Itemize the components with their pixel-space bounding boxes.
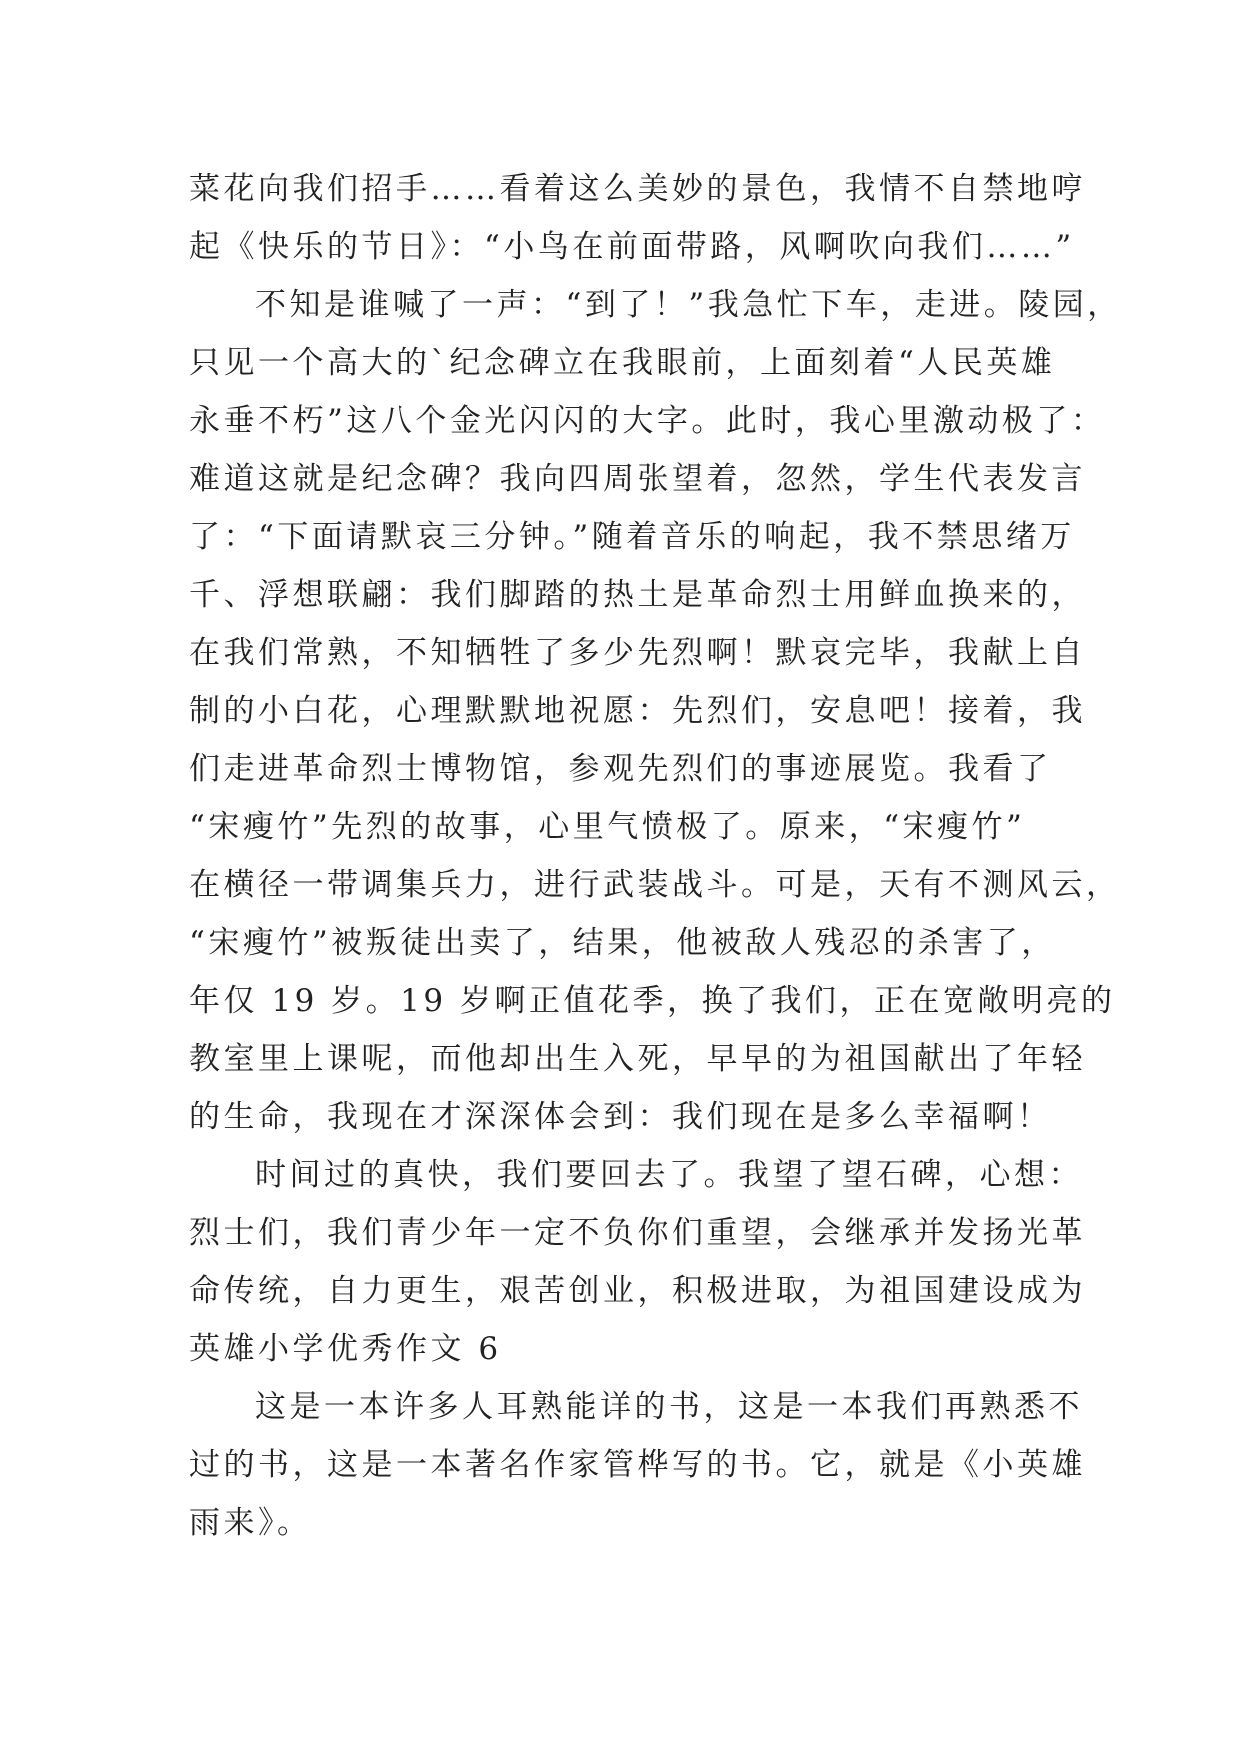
- text-line: 过的书，这是一本著名作家管桦写的书。它，就是《小英雄: [189, 1447, 1086, 1483]
- text-line: 命传统，自力更生，艰苦创业，积极进取，为祖国建设成为: [189, 1273, 1086, 1309]
- paragraph-start-line: 不知是谁喊了一声：“到了！”我急忙下车，走进。陵园，: [255, 287, 1122, 323]
- paragraph-start-line: 这是一本许多人耳熟能详的书，这是一本我们再熟悉不: [255, 1389, 1083, 1425]
- text-line: 在我们常熟，不知牺牲了多少先烈啊！默哀完毕，我献上自: [189, 635, 1086, 671]
- text-line: 年仅 19 岁。19 岁啊正值花季，换了我们，正在宽敞明亮的: [189, 983, 1116, 1019]
- text-line: 难道这就是纪念碑？我向四周张望着，忽然，学生代表发言: [189, 461, 1086, 497]
- text-line: “宋瘦竹”先烈的故事，心里气愤极了。原来，“宋瘦竹”: [189, 809, 1026, 845]
- text-line: 菜花向我们招手……看着这么美妙的景色，我情不自禁地哼: [189, 171, 1086, 207]
- paragraph-start-line: 时间过的真快，我们要回去了。我望了望石碑，心想：: [255, 1157, 1083, 1193]
- text-line: 的生命，我现在才深深体会到：我们现在是多么幸福啊！: [189, 1099, 1052, 1135]
- text-line: 制的小白花，心理默默地祝愿：先烈们，安息吧！接着，我: [189, 693, 1086, 729]
- text-line: 们走进革命烈士博物馆，参观先烈们的事迹展览。我看了: [189, 751, 1052, 787]
- text-line: 了：“下面请默哀三分钟。”随着音乐的响起，我不禁思绪万: [189, 519, 1075, 555]
- text-line: 只见一个高大的`纪念碑立在我眼前，上面刻着“人民英雄: [189, 345, 1056, 381]
- text-line: 起《快乐的节日》：“小鸟在前面带路，风啊吹向我们……”: [189, 229, 1075, 265]
- document-body: [189, 160, 1122, 1552]
- text-line: 永垂不朽”这八个金光闪闪的大字。此时，我心里激动极了：: [189, 403, 1106, 439]
- text-line: 在横径一带调集兵力，进行武装战斗。可是，天有不测风云，: [189, 867, 1121, 903]
- text-line: 烈士们，我们青少年一定不负你们重望，会继承并发扬光革: [189, 1215, 1086, 1251]
- section-heading: 英雄小学优秀作文 6: [189, 1331, 502, 1367]
- text-line: 千、浮想联翩：我们脚踏的热土是革命烈士用鲜血换来的，: [189, 577, 1086, 613]
- text-line: 教室里上课呢，而他却出生入死，早早的为祖国献出了年轻: [189, 1041, 1086, 1077]
- text-line: “宋瘦竹”被叛徒出卖了，结果，他被敌人残忍的杀害了，: [189, 925, 1056, 961]
- text-line: 雨来》。: [189, 1505, 312, 1541]
